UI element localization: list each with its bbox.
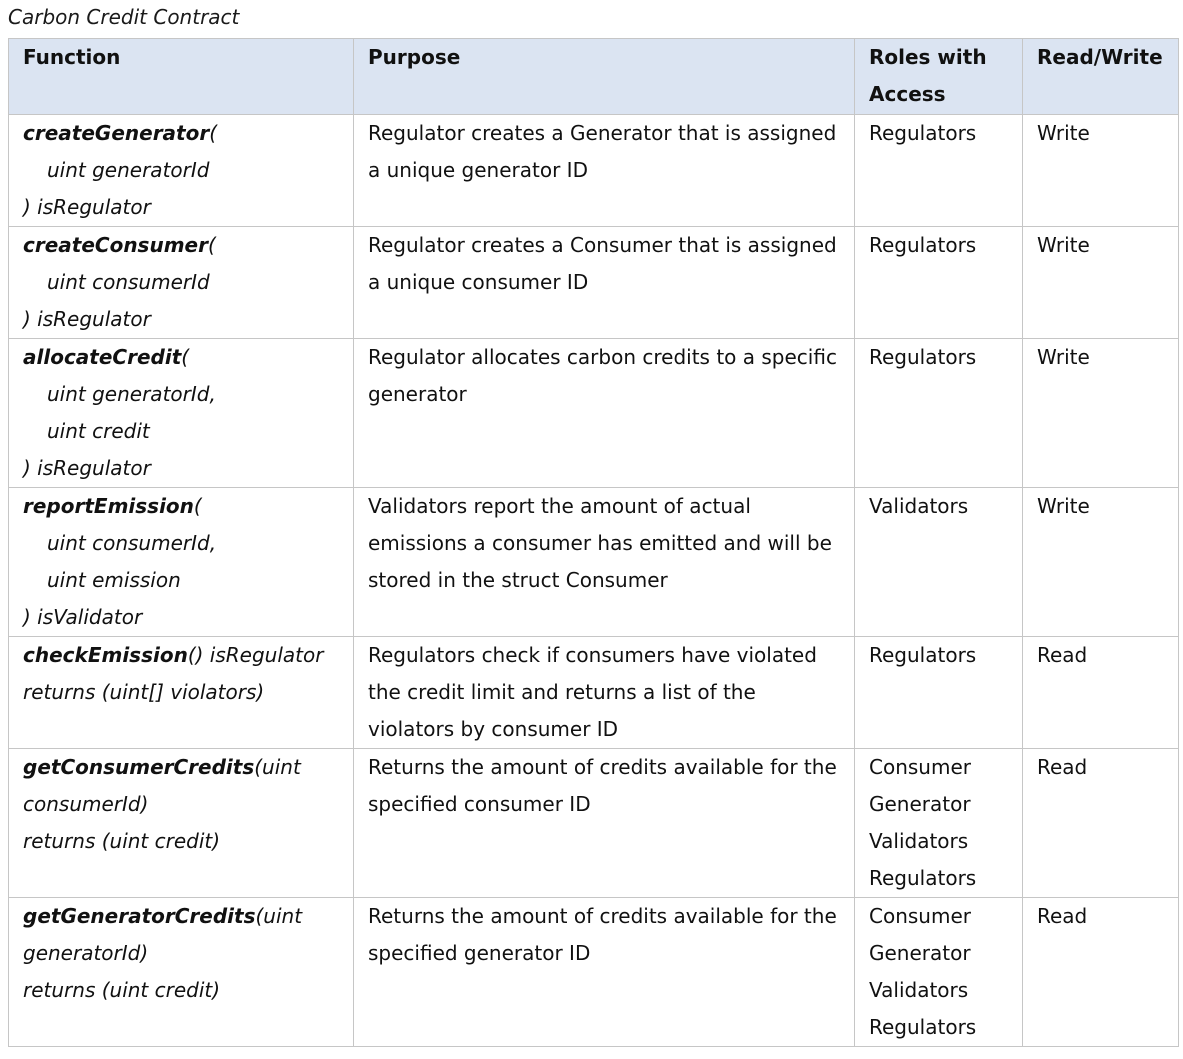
function-signature-text: (uint — [254, 755, 301, 779]
role-entry: Validators — [869, 494, 969, 518]
function-signature-line — [23, 450, 347, 487]
function-signature-line — [23, 786, 347, 823]
function-signature-line — [23, 301, 347, 338]
role-entry: Regulators — [869, 1015, 977, 1039]
function-signature-cell — [9, 339, 354, 488]
role-entry: Validators — [869, 978, 969, 1002]
read-write-cell: Write — [1023, 227, 1179, 339]
header-function: Function — [9, 39, 354, 115]
function-signature-cell — [9, 898, 354, 1047]
role-entry: Regulators — [869, 643, 977, 667]
function-signature-cell — [9, 637, 354, 749]
function-name: createConsumer — [23, 233, 208, 257]
function-name: reportEmission — [23, 494, 194, 518]
purpose-cell: Regulator creates a Consumer that is assigned a unique consumer ID — [354, 227, 855, 339]
read-write-cell: Read — [1023, 898, 1179, 1047]
function-signature-text: ) isRegulator — [23, 456, 151, 480]
function-signature-line — [23, 674, 347, 711]
function-signature-line — [23, 227, 347, 264]
function-signature-text: consumerId) — [23, 792, 149, 816]
function-signature-text: returns (uint[] violators) — [23, 680, 265, 704]
function-signature-line — [23, 972, 347, 1009]
header-roles-line2: Access — [869, 82, 946, 106]
table-caption: Carbon Credit Contract — [8, 5, 240, 29]
function-signature-line — [23, 115, 347, 152]
function-signature-line — [23, 823, 347, 860]
function-signature-text: ) isRegulator — [23, 195, 151, 219]
function-signature-cell — [9, 749, 354, 898]
function-name: allocateCredit — [23, 345, 182, 369]
roles-cell — [855, 339, 1023, 488]
role-entry: Regulators — [869, 233, 977, 257]
header-read-write: Read/Write — [1023, 39, 1179, 115]
function-signature-line — [23, 376, 347, 413]
table-row — [9, 115, 1179, 227]
header-roles — [855, 39, 1023, 115]
function-signature-cell — [9, 227, 354, 339]
function-signature-text: uint consumerId — [47, 270, 210, 294]
read-write-cell: Write — [1023, 488, 1179, 637]
function-signature-line — [23, 637, 347, 674]
table-header-row — [9, 39, 1179, 115]
function-signature-text: uint generatorId — [47, 158, 210, 182]
role-entry: Validators — [869, 829, 969, 853]
function-signature-line — [23, 525, 347, 562]
header-purpose: Purpose — [354, 39, 855, 115]
roles-cell — [855, 227, 1023, 339]
function-name: createGenerator — [23, 121, 210, 145]
table-body — [9, 115, 1179, 1047]
function-signature-line — [23, 264, 347, 301]
function-signature-text: ( — [193, 494, 202, 518]
function-name: checkEmission — [23, 643, 188, 667]
role-entry: Generator — [869, 941, 971, 965]
function-signature-text: returns (uint credit) — [23, 829, 221, 853]
function-signature-line — [23, 562, 347, 599]
function-signature-text: (uint — [255, 904, 303, 928]
table-row — [9, 898, 1179, 1047]
contract-functions-table — [8, 38, 1179, 1047]
role-entry: Consumer — [869, 904, 971, 928]
function-signature-line — [23, 599, 347, 636]
read-write-cell: Read — [1023, 637, 1179, 749]
purpose-cell: Validators report the amount of actual emissions a consumer has emitted and will be stored in the struct Consumer — [354, 488, 855, 637]
function-signature-text: ( — [207, 233, 216, 257]
function-signature-line — [23, 898, 347, 935]
role-entry: Consumer — [869, 755, 971, 779]
function-signature-cell — [9, 488, 354, 637]
table-row — [9, 227, 1179, 339]
function-signature-text: uint generatorId, — [47, 382, 216, 406]
function-signature-text: uint emission — [47, 568, 181, 592]
purpose-cell: Regulator creates a Generator that is assigned a unique generator ID — [354, 115, 855, 227]
purpose-cell: Regulator allocates carbon credits to a specific generator — [354, 339, 855, 488]
function-signature-line — [23, 413, 347, 450]
role-entry: Regulators — [869, 866, 977, 890]
function-signature-text: returns (uint credit) — [23, 978, 221, 1002]
purpose-cell: Returns the amount of credits available for the specified consumer ID — [354, 749, 855, 898]
table-row — [9, 488, 1179, 637]
roles-cell — [855, 749, 1023, 898]
function-signature-text: ) isValidator — [23, 605, 143, 629]
function-signature-text: ( — [209, 121, 218, 145]
table-row — [9, 749, 1179, 898]
function-signature-cell — [9, 115, 354, 227]
function-signature-line — [23, 339, 347, 376]
function-signature-text: () isRegulator — [187, 643, 324, 667]
function-signature-text: uint consumerId, — [47, 531, 217, 555]
roles-cell — [855, 637, 1023, 749]
read-write-cell: Write — [1023, 339, 1179, 488]
role-entry: Regulators — [869, 345, 977, 369]
purpose-cell: Regulators check if consumers have violated the credit limit and returns a list of the violators by consumer ID — [354, 637, 855, 749]
purpose-cell: Returns the amount of credits available for the specified generator ID — [354, 898, 855, 1047]
function-signature-line — [23, 189, 347, 226]
function-name: getGeneratorCredits — [23, 904, 256, 928]
function-signature-text: uint credit — [47, 419, 150, 443]
function-signature-line — [23, 152, 347, 189]
roles-cell — [855, 115, 1023, 227]
function-signature-line — [23, 749, 347, 786]
function-signature-text: ( — [181, 345, 190, 369]
table-row — [9, 637, 1179, 749]
function-signature-line — [23, 935, 347, 972]
function-signature-text: ) isRegulator — [23, 307, 151, 331]
header-roles-line1: Roles with — [869, 45, 987, 69]
roles-cell — [855, 488, 1023, 637]
role-entry: Regulators — [869, 121, 977, 145]
function-signature-line — [23, 488, 347, 525]
role-entry: Generator — [869, 792, 971, 816]
table-row — [9, 339, 1179, 488]
read-write-cell: Read — [1023, 749, 1179, 898]
function-signature-text: generatorId) — [23, 941, 149, 965]
read-write-cell: Write — [1023, 115, 1179, 227]
roles-cell — [855, 898, 1023, 1047]
function-name: getConsumerCredits — [23, 755, 255, 779]
